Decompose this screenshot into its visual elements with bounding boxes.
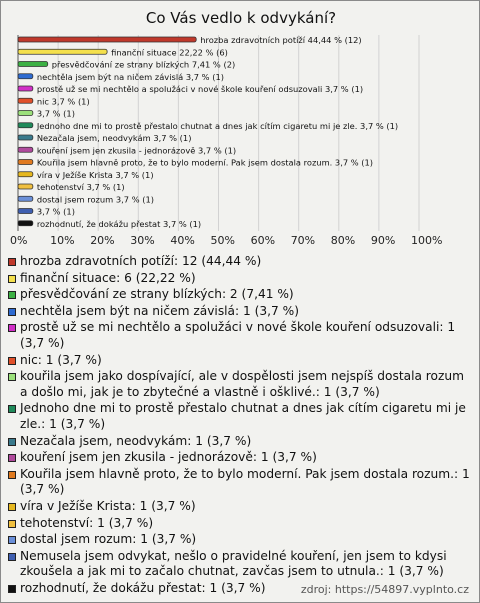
legend-swatch [8,324,16,332]
legend-swatch [8,373,16,381]
bar [18,62,48,67]
x-tick-label: 70% [290,234,316,247]
bar [18,86,33,91]
legend-label: Nezačala jsem, neodvykám: 1 (3,7 %) [20,433,252,448]
legend-label: finanční situace: 6 (22,22 %) [20,270,196,285]
bar [18,49,107,54]
legend-label: víra v Ježíše Krista: 1 (3,7 %) [20,498,196,513]
x-tick-label: 90% [370,234,396,247]
legend-swatch [8,308,16,316]
bar-label: 3,7 % (1) [36,108,75,119]
bar-label: tehotenství 3,7 % (1) [36,182,125,192]
legend-item [7,287,473,303]
bar [18,196,33,201]
legend-item [7,499,473,515]
legend-item [7,549,473,580]
legend-swatch [8,405,16,413]
bar-label: rozhodnutí, že dokážu přestat 3,7 % (1) [36,218,202,229]
legend-label: nechtěla jsem být na ničem závislá: 1 (3,7 %) [20,303,299,318]
legend-item [7,467,473,498]
legend-label: rozhodnutí, že dokážu přestat: 1 (3,7 %) [20,580,266,595]
bar [18,184,33,189]
bar-label: Jednoho dne mi to prostě přestalo chutnat a dnes jak cítím cigaretu mi je zle. 3,7 % (1) [36,120,399,131]
legend-swatch [8,536,16,544]
legend-swatch [8,585,16,593]
legend-swatch [8,520,16,528]
bar [18,98,33,103]
x-tick-label: 40% [170,234,195,247]
legend-item [7,532,473,548]
legend-swatch [8,357,16,365]
bar-label: Kouřila jsem hlavně proto, že to bylo moderní. Pak jsem dostala rozum. 3,7 % (1) [36,157,374,168]
legend-label: Nemusela jsem odvykat, nešlo o pravidelné kouření, jen jsem to kdysi zkoušela a jak mi to začalo chutnat, zavčas jsem to utnula.: 1 (3,7 %) [20,548,447,579]
legend-swatch [8,291,16,299]
legend-label: kouřila jsem jako dospívající, ale v dospělosti jsem nejspíš dostala rozum a došlo mi, jak je to zbytečné a vlastně i ošklivé.: 1 (3,7 %) [20,369,464,399]
legend-label: nic: 1 (3,7 %) [20,352,102,367]
bar-label: nechtěla jsem být na ničem závislá 3,7 % (1) [36,71,224,82]
x-tick-label: 0% [10,234,28,247]
bar [18,135,33,140]
bar-label: hrozba zdravotních potíží 44,44 % (12) [200,35,362,45]
legend-label: hrozba zdravotních potíží: 12 (44,44 %) [20,254,262,268]
bar [18,221,33,226]
legend-item [7,434,473,450]
bar [18,160,33,165]
x-tick-label: 80% [330,234,356,247]
bar-label: Nezačala jsem, neodvykám 3,7 % (1) [36,133,192,143]
bar [18,172,33,177]
legend-label: tehotenství: 1 (3,7 %) [20,515,154,530]
legend-item [7,254,473,270]
legend-label: kouření jsem jen zkusila - jednorázově: 1 (3,7 %) [20,450,317,465]
bar-chart [1,1,479,251]
x-tick-label: 10% [50,234,75,247]
legend-swatch [8,553,16,561]
legend-item [7,369,473,400]
legend-swatch [8,454,16,462]
x-tick-label: 50% [210,234,235,247]
legend-swatch [8,258,16,266]
bar [18,209,33,214]
bar [18,74,33,79]
bar-label: prostě už se mi nechtělo a spolužáci v nové škole kouření odsuzovali 3,7 % (1) [36,84,364,94]
legend-swatch [8,503,16,511]
legend-item [7,320,473,351]
chart-title: Co Vás vedlo k odvykání? [145,9,337,27]
x-tick-label: 30% [130,234,155,247]
source-footer: zdroj: https://54897.vyplnto.cz [300,583,469,596]
legend-swatch [8,438,16,446]
bar [18,123,33,128]
legend-label: přesvědčování ze strany blízkých: 2 (7,41 %) [20,287,294,302]
bar-label: přesvědčování ze strany blízkých 7,41 % (2) [51,59,236,70]
legend-label: prostě už se mi nechtělo a spolužáci v nové škole kouření odsuzovali: 1 (3,7 %) [20,320,456,350]
legend-item [7,516,473,532]
legend [7,254,473,597]
legend-label: dostal jsem rozum: 1 (3,7 %) [20,532,197,547]
legend-item [7,401,473,432]
bar [18,147,33,152]
legend-label: Kouřila jsem hlavně proto, že to bylo moderní. Pak jsem dostala rozum.: 1 (3,7 %) [20,466,470,497]
legend-item [7,271,473,287]
bar [18,111,33,116]
bar-label: kouření jsem jen zkusila - jednorázově 3,7 % (1) [36,145,237,156]
bar-label: víra v Ježíše Krista 3,7 % (1) [36,169,154,180]
bar-label: 3,7 % (1) [36,206,75,217]
legend-item [7,304,473,320]
x-tick-label: 100% [411,234,443,247]
legend-label: Jednoho dne mi to prostě přestalo chutnat a dnes jak cítím cigaretu mi je zle.: 1 (3,7 %) [20,401,466,431]
x-tick-label: 20% [90,234,115,247]
bar [18,37,196,42]
legend-item [7,450,473,466]
bar-label: dostal jsem rozum 3,7 % (1) [36,194,154,205]
bar-label: finanční situace 22,22 % (6) [111,47,228,58]
legend-swatch [8,275,16,283]
x-tick-label: 60% [250,234,276,247]
bar-label: nic 3,7 % (1) [36,96,90,107]
legend-swatch [8,471,16,479]
legend-item [7,353,473,369]
